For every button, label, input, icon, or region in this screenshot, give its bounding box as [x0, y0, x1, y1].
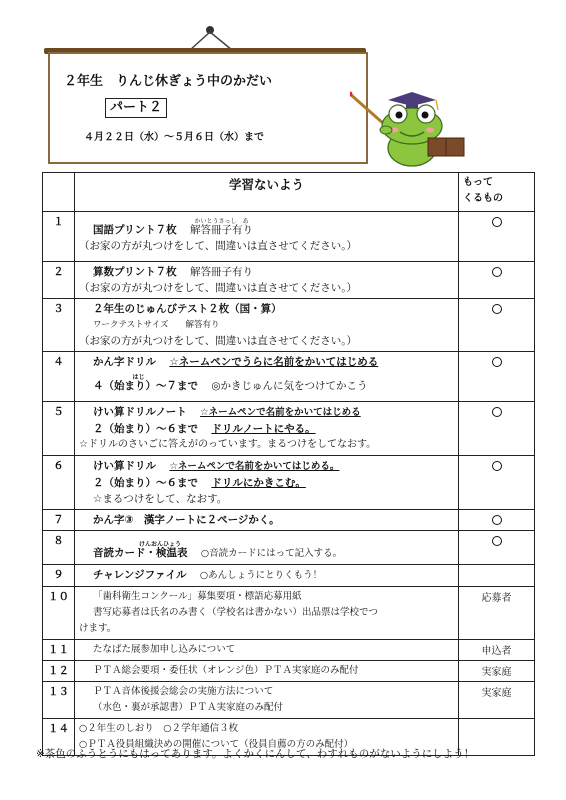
task-note: （お家の方が丸つけをして、間違いは直させてください。） [79, 335, 358, 347]
task-note: （お家の方が丸つけをして、間違いは直させてください。） [79, 282, 358, 294]
task-tip: ☆ドリルのさいごに答えがのっています。まるつけをしてなおす。 [79, 439, 377, 450]
row-content [75, 510, 459, 531]
task-note: ○ＰＴＡ役員組織決めの開催について（役員自薦の方のみ配付） [79, 739, 354, 750]
row-number: ８ [43, 531, 75, 565]
task-range: ２（始まり）～６まで [93, 423, 198, 435]
task-title: 国語プリント７枚 [93, 224, 177, 236]
bring-cell: 実家庭 [459, 661, 535, 682]
row-number: ９ [43, 565, 75, 587]
row-number: １３ [43, 682, 75, 719]
table-row [43, 587, 535, 640]
row-content [75, 352, 459, 402]
task-note: 書写応募者は氏名のみ書く（学校名は書かない）出品票は学校でつ [93, 607, 379, 618]
task-instruction: ☆ネームペンでうらに名前をかいてはじめる [169, 356, 379, 368]
row-content [75, 682, 459, 719]
row-content [75, 531, 459, 565]
task-tip: ☆まるつけをして、なおす。 [93, 493, 228, 505]
footer-note: ※茶色のふうとうにもはってあります。よくかくにんして、わすれものがないようにしよう！ [36, 748, 475, 760]
circle-mark-icon [492, 304, 502, 314]
row-content [75, 587, 459, 640]
task-title [79, 541, 188, 561]
task-range [79, 374, 198, 394]
table-row [43, 402, 535, 456]
task-table [42, 172, 535, 756]
circle-mark-icon [492, 357, 502, 367]
task-note: けます。 [79, 623, 117, 634]
row-number: １０ [43, 587, 75, 640]
ruby-text: かいとうさっし あ [194, 218, 249, 225]
row-content [75, 299, 459, 352]
task-subnote-text: 解答冊子有り [189, 224, 253, 236]
circle-mark-icon [492, 407, 502, 417]
bring-cell [459, 402, 535, 456]
assignment-period: ４月２２日（水）～５月６日（水）まで [84, 132, 264, 143]
bring-cell [459, 299, 535, 352]
bring-cell: 実家庭 [459, 682, 535, 719]
table-row [43, 510, 535, 531]
row-content [75, 402, 459, 456]
header-content: 学習ないよう [75, 173, 459, 212]
page-title: ２年生 りんじ休ぎょう中のかだい [64, 74, 273, 89]
bring-cell [459, 212, 535, 262]
task-range-text: ４（始まり）～７まで [93, 380, 198, 392]
task-title: けい算ドリルノート [93, 406, 187, 418]
row-number: １１ [43, 640, 75, 661]
bring-cell: 応募者 [459, 587, 535, 640]
row-number: ６ [43, 456, 75, 510]
bring-cell [459, 510, 535, 531]
bring-cell [459, 565, 535, 587]
row-number: ３ [43, 299, 75, 352]
task-note: （お家の方が丸つけをして、間違いは直させてください。） [79, 240, 358, 252]
row-content [75, 565, 459, 587]
table-row [43, 531, 535, 565]
table-row [43, 456, 535, 510]
task-instruction: ☆ネームペンで名前をかいてはじめる [200, 407, 361, 418]
task-title-text: 音読カード・検温表 [93, 547, 188, 559]
header-num-cell [43, 173, 75, 212]
table-row [43, 262, 535, 299]
task-title: かん字③ 漢字ノートに２ページかく。 [93, 514, 280, 526]
table-row [43, 661, 535, 682]
task-title: ＰＴＡ音体後援会総会の実施方法について [93, 686, 274, 697]
table-row [43, 565, 535, 587]
table-row [43, 212, 535, 262]
table-header-row [43, 173, 535, 212]
bring-cell [459, 352, 535, 402]
task-method: ドリルノートにやる。 [211, 423, 316, 435]
row-number: ５ [43, 402, 75, 456]
task-subnote: ○音読カードにはって記入する。 [200, 548, 343, 559]
task-title: チャレンジファイル [93, 569, 187, 581]
circle-mark-icon [492, 515, 502, 525]
row-content [75, 212, 459, 262]
row-content [75, 456, 459, 510]
bring-cell [459, 531, 535, 565]
task-title: ＰＴＡ総会要項・委任状（オレンジ色）ＰＴＡ実家庭のみ配付 [93, 665, 359, 676]
header-bring [459, 173, 535, 212]
row-number: ４ [43, 352, 75, 402]
whiteboard [48, 52, 368, 164]
task-subnote: ○あんしょうにとりくもう！ [199, 570, 323, 581]
part-label: パート２ [105, 98, 167, 118]
row-number: １２ [43, 661, 75, 682]
row-number: １ [43, 212, 75, 262]
header-bring-line2: くるもの [463, 193, 503, 204]
task-instruction: ☆ネームペンで名前をかいてはじめる。 [169, 461, 340, 472]
task-title: 「歯科衛生コンクール」募集要項・標語応募用紙 [93, 591, 302, 602]
frog-teacher-illustration [350, 90, 470, 168]
task-title: ○２年生のしおり ○２学年通信３枚 [79, 723, 239, 734]
table-row [43, 640, 535, 661]
task-note: （水色・裏が承認書）ＰＴＡ実家庭のみ配付 [93, 702, 284, 713]
row-content [75, 262, 459, 299]
task-subnote [189, 218, 253, 238]
table-row [43, 352, 535, 402]
header-bring-line1: もって [463, 177, 493, 188]
ruby-text: けんおんひょう [139, 541, 182, 548]
table-row [43, 299, 535, 352]
task-subnote: 解答冊子有り [189, 266, 253, 278]
circle-mark-icon [492, 461, 502, 471]
circle-mark-icon [492, 267, 502, 277]
table-row [43, 682, 535, 719]
task-title: 算数プリント７枚 [93, 266, 177, 278]
bring-cell [459, 456, 535, 510]
circle-mark-icon [492, 217, 502, 227]
row-content [75, 661, 459, 682]
row-number: ７ [43, 510, 75, 531]
bring-cell [459, 262, 535, 299]
task-tip: ◎かきじゅんに気をつけてかこう [211, 380, 368, 392]
task-range: ２（始まり）～６まで [93, 477, 198, 489]
task-title: けい算ドリル [93, 460, 156, 472]
task-subnote: ワークテストサイズ 解答有り [93, 320, 220, 330]
circle-mark-icon [492, 536, 502, 546]
row-number: ２ [43, 262, 75, 299]
task-title: ２年生のじゅんびテスト２枚（国・算） [93, 303, 282, 315]
task-title: かん字ドリル [93, 356, 156, 368]
ruby-text: はじ [132, 374, 145, 381]
row-number: １４ [43, 719, 75, 756]
task-method: ドリルにかきこむ。 [211, 477, 306, 489]
task-title: たなばた展参加申し込みについて [93, 644, 236, 655]
row-content [75, 640, 459, 661]
bring-cell: 申込者 [459, 640, 535, 661]
